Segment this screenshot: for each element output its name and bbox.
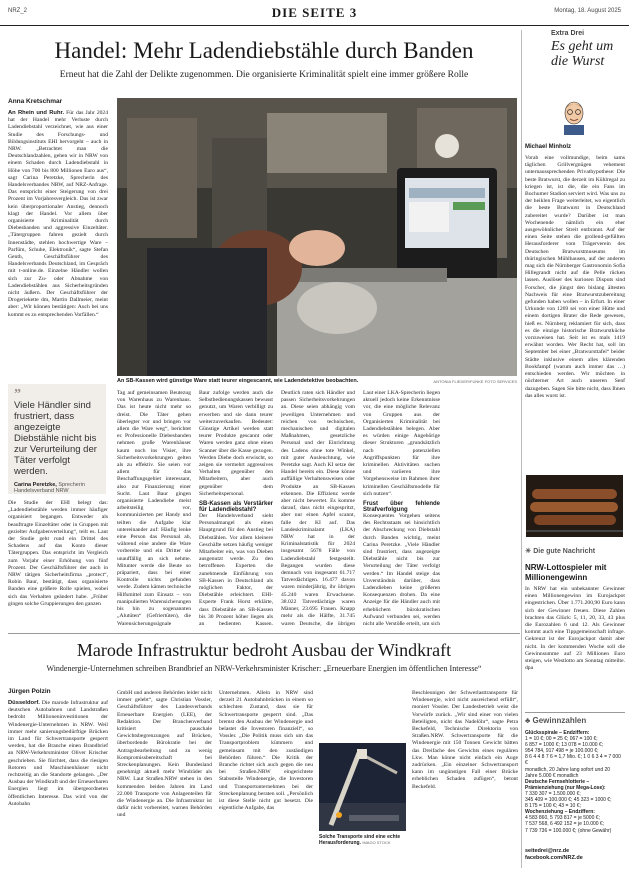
grilled-sausages-image bbox=[526, 475, 623, 537]
contact-email-link[interactable]: seitedrei@nrz.de bbox=[525, 848, 570, 854]
article2-column-1-text: Die marode Infrastruktur auf deutschen Autobahnen und Landstraßen bedroht Millioneninvestitionen der Windenergie-Unternehmen in NRW. Weil immer mehr sanierungsbedürftige Brücken im Land für Schwertransporte gesperrt werden, hat die Branche einen Brandbrief an NRW-Verkehrsminister Oliver Krischer geschrieben. Sie fürchtet, dass die riesigen Rotoren und Maschinenhäuser nicht rechtzeitig an die Standorte gelangen. „Der Ausbau der Windkraft und der Erneuerbaren Energien liegt im übergeordneten öffentlichen Interesse. Das wird von der Autobahn bbox=[8, 700, 108, 807]
dateline: An Rhein und Ruhr. bbox=[8, 110, 65, 116]
photo-credit: ANTONIA FLIEDER/FUNKE FOTO SERVICES bbox=[433, 379, 517, 384]
article1-column-3-text: Baur zufolge werden auch die Selbstbedienungskassen bewusst genutzt, um Waren verbilligt zu erwerben und sie dann teurer weiterzuverkaufen. Bedeutet: Günstige Artikel werden statt teurer Produkte gescannt oder Waren werden ganz ohne einen Scanner über die Kasse gezogen. Werden Diebe doch erwischt, so zeigen sie vermehrt aggressives Verhalten gegenüber den Mitarbeitern, aber auch gegenüber dem Sicherheitspersonal. bbox=[199, 390, 273, 497]
article2-photo-caption bbox=[319, 834, 406, 846]
quote-author: Carina Peretzke, Sprecherin Handelsverband NRW bbox=[14, 482, 85, 494]
article2-subline: Windenergie-Unternehmen schreiben Brandbrief an NRW-Verkehrsminister Krischer: „Erneuerbare Energien im öffentlichen Interesse“ bbox=[46, 664, 482, 673]
article1-photo bbox=[117, 98, 517, 376]
lotto-line: 7 330 307 = 1.500.000 €; bbox=[525, 790, 581, 797]
quote-text: Viele Händler sind frustriert, dass angezeigte Diebstähle nicht bis zur Verurteilung der Täter verfolgt werden. bbox=[14, 400, 97, 477]
subheading-strafverfolgung: Frust über fehlende Strafverfolgung bbox=[363, 501, 440, 514]
article2-author: Jürgen Polzin bbox=[8, 688, 51, 695]
author-portrait-illustration bbox=[560, 99, 588, 135]
lotto-line: 4 583 860, 5 793 817 = je 5000 €; bbox=[525, 815, 600, 822]
article1-column-5 bbox=[363, 390, 440, 628]
lottery-numbers-list bbox=[525, 730, 625, 834]
sidebar-text: Vorab eine vollmundige, beim sams täglichen Grillvergnügen vehement unternaussprechenden Privathypothese: Die beste Bratwurst, die derzeit im Kühlregal zu kriegen ist, ist die, die ein Fans im Bochumer Stadion serviert wird. Was uns zu der heiklen Frage weiterleitet, wo eigentlich die beste Bratwurst in Deutschland zubereitet wurde? Darüber ist man Wochenende nämlich ein eher ausgewöhnlicher Streit entbrannt. Auf der einen Seite stehen die grollend-gefüllten Herausforderer vom Trägerverein des Deutschen Bratwurstmuseums im thüringischen Mühlhausen, auf der anderen mag sich die Nürnberger Gastronomin Sofia Hillegrandt nicht auf die Pelle rücken lassen. Auslöser des kuriosen Disputs sind Forscher, die jüngst den bislang ältesten Nachweis für eine Bratwurstzubereitung gefunden haben wollen – in Erfurt. In einer Urkunde von 1269 sei von einer Hütte und einem dortigen Brater die Rede gewesen, hieß es. Nürnberg reklamiert für sich, dass es die einzige historische Bratwurstküche vorzuweisen hat. Seit ist es mals 1419 erwähnt worden. Wer Recht hat, soll im September bei einer „Bratwursttafel“ beider Städte inklusive einem alles klärenden Bookfampf (warum auch immer das …) entschieden werden. Wir möchten in nüchterner Art auch unseren Senf dazugeben. Sagen Sie bitte nicht, dass Ihnen das alles wurst ist. bbox=[525, 155, 625, 399]
caption-text: An SB-Kassen wird günstige Ware statt teurer eingescannt, wie Ladendetektive beobachten. bbox=[117, 378, 359, 384]
article1-column-5b-text: Konsequentes Vorgehen seitens des Rechtsstaats sei hinsichtlich der Abschreckung von Diebstahl durch Banden wichtig, meint Carina Peretzke. „Viele Händler sind frustriert, dass angezeigte Diebstähle nicht bis zur Verurteilung der Täter verfolgt werden.“ Im Handel steige das Unverständnis darüber, dass Ladendieben keine größeren Konsequenzen drohen. Da eine Anzeige für die Händler auch mit erheblichem bürokratischen Aufwand verbunden sei, werden nicht alle Verstöße erteilt, um sich bbox=[363, 513, 440, 628]
lotto-line: 7 739 736 = 100.000 €; (ohne Gewähr) bbox=[525, 827, 612, 834]
article1-column-1b: Die Studie der EHI belegt das: „Ladendiebstähle werden immer häufiger organisiert begangen. Entweder als beauftragte Einzeltäter oder in Gruppen mit gezielter Aufgabenverteilung“, teilt es. Laut der Studie geht rund ein Drittel des Schadens auf das Konto dieser Tätergruppen. Das entspricht im Vergleich zum Vorjahr einer Erhöhung von fünf Prozent. Der Geschäftsführer der auch in NRW tätigen Sicherheitsfirma „protect“, Robin Baur, bestätigt, dass organisierte Banden eine größere Rolle spielen, wobei sich das Verhalten geändert habe. „Früher gingen solche Gruppierungen den ganzen bbox=[8, 500, 108, 607]
self-checkout-photo bbox=[117, 98, 517, 376]
lotto-line: 8 6 4 4 8 7 6 = 1,7 Mio. €; 1 0 6 3 4 = 7 000 € bbox=[525, 754, 621, 767]
article1-photo-caption bbox=[117, 378, 517, 384]
article2-column-1 bbox=[8, 700, 108, 868]
lotto-line: 345 409 = 100.000 €; 45 323 = 1000 €; bbox=[525, 797, 612, 804]
sidebar-contact bbox=[525, 848, 583, 862]
issue-date: Montag, 18. August 2025 bbox=[554, 8, 621, 14]
pull-quote bbox=[8, 384, 106, 494]
article2-photo bbox=[319, 743, 406, 831]
article1-column-3b-text: Der Handelsverband sieht Personalmangel als einen Hauptgrund für den Anstieg bei Diebstählen. Vor allem kleinere Geschäfte setzen häufig weniger Mitarbeiter ein, was von Dieben ausgenutzt werde. Zu den betroffenen Experten die zunehmende Einführung von SB-Kassen in Deutschland als möglichen Faktor, der Diebstähle erleichtert. EHI-Experte Frank Horst erklärte, dass Diebstähle an SB-Kassen bis 30 Prozent höher liegen als an bedienten Kassen. bbox=[199, 513, 273, 628]
article1-headline: Handel: Mehr Ladendiebstähle durch Banden bbox=[54, 38, 474, 63]
wind-transport-photo bbox=[319, 743, 406, 831]
article-divider bbox=[8, 633, 520, 634]
sidebar-kicker: Extra Drei bbox=[551, 30, 585, 37]
article1-column-1 bbox=[8, 110, 108, 380]
good-news-text: In NRW hat ein unbekannter Gewinner einen Millionengewinn im Eurojackpot eingestrichen. Über 1.771.200,90 Euro kann sich der Gewinner freuen. Diese Zahlen brachten das Glück: 5, 11, 20, 33, 43 plus die Eurozahlen 6 und 12. Als Gewinner kommt auch eine Tippgemeinschaft infrage. Gekreuzt ist der Eurojackpot damit aber nicht. In der kommenden Woche soll die Gewinnsumme auf 23 Millionen Euro steigen, wie Westlotto am Sonntag mitteilte. dpa bbox=[525, 586, 625, 672]
lotto-line: 8 175 = 100 €; 43 = 10 €; bbox=[525, 803, 581, 810]
lotto-line: 1 = 10 €; 00 = 25 €; 067 = 100 €; bbox=[525, 736, 598, 743]
lotto-line: Prämienziehung (nur Mega-Lose): bbox=[525, 784, 606, 791]
quote-mark-icon: ” bbox=[14, 387, 21, 402]
section-title: DIE SEITE 3 bbox=[271, 5, 358, 20]
sidebar-divider-2 bbox=[525, 712, 625, 713]
sidebar-column bbox=[525, 30, 625, 69]
caption2-text: Solche Transporte sind eine echte Herausforderung. bbox=[319, 834, 401, 846]
lottery-numbers-heading: ♣ Gewinnzahlen bbox=[525, 716, 587, 725]
sun-icon: ☀ bbox=[525, 548, 532, 555]
article1-author: Anna Kretschmar bbox=[8, 98, 63, 105]
sidebar-author: Michael Minholz bbox=[525, 144, 572, 150]
subheading-sb-kassen: SB-Kassen als Verstärker für Ladendiebstahl? bbox=[199, 501, 273, 514]
article1-column-4: Deutlich raten sich Händler und passen Sicherheitsvorkehrungen an. Diese seien abhängig vom jeweiligen Unternehmen und reichen von technischen, mechanischen und digitalen Maßnahmen, gesetzliche Personal und der Einrichtung des Ladens ohne tote Winkel, mit guter Ausleuchtung, wie Peretzke sagt. Auch KI setze der Handel bereits ein. Diese könne auffällige Verhaltensweisen oder Produkte an SB-Kassen erkennen. Die Effizienz werde aber nicht bewertet. Es komme darauf, dass nicht eingespritzt, aber nur einen Apfel scannt, falle der KI auf. Das Landeskriminalamt (LKA) NRW hat in der Kriminalstatistik für 2024 insgesamt 5678 Fälle von Ladendiebstahl festgestellt. Begangen wurden diese demnach von insgesamt 61.717 Tatverdächtigen. 16.477 davon waren minderjährig, ihr übrigen 45.240 waren Erwachsene. 38.022 Tatverdächtige waren Männer, 23.695 Frauen. Knapp mehr als die Hälfte, 31.745 waren Deutsche, die übrigen bbox=[281, 390, 355, 627]
article1-column-2: Tag auf gemeinsamen Beutezug von Warenhaus zu Warenhaus. Das ist heute nicht mehr so dreist. Die Täter gehen überlegter vor und bringen vor allem die Ware weg“, berichtet er. Professionelle Diebesbanden nehmen große Warenhäuser kaum noch ins Visier, ihre Sicherheitsvorkehrungen gelten als zu effektiv. Sie seien vor allem für das Beschaffungsgebiet interessant, also zur Finanzierung einer Sucht. Laut Baur gingen organisierte Ladendiebe meist arbeitsteilig vor, kommunizierten per Handy und teilten die Aufgabe klar untereinander auf: Häufig lenke eine Person das Personal ab, während eine andere die Ware vorbereite und ein Dritter sie unauffällig an sich nehme. Mitunter werde die Beute so präpariert, dass bei einer Kontrolle nichts gefunden werde. Zudem kämen technische Hilfsmittel zum Einsatz – von manipulierten Warensicherungen bis hin zu sogenannten „Alutüten“ (Gefriertüten), die Warensicherungssignale bbox=[117, 390, 191, 627]
good-news-title: NRW-Lottospieler mit Millionengewinn bbox=[525, 563, 607, 582]
clover-icon: ♣ bbox=[525, 716, 531, 725]
article2-headline: Marode Infrastruktur bedroht Ausbau der Windkraft bbox=[76, 640, 452, 660]
dateline-2: Düsseldorf. bbox=[8, 700, 40, 706]
lotto-line: 7 537 568, 6 492 152 = je 10.000 €; bbox=[525, 821, 605, 828]
edition-label: NRZ_2 bbox=[8, 8, 28, 14]
lotto-line: monatlich, 20 Jahre lang sofort und 20 bbox=[525, 766, 611, 773]
good-news-kicker: ☀ Die gute Nachricht bbox=[525, 548, 596, 555]
page-header bbox=[0, 0, 629, 26]
photo2-credit: IMAGO STOCK bbox=[362, 840, 391, 845]
article1-column-3 bbox=[199, 390, 273, 628]
contact-facebook-link[interactable]: facebook.com/NRZ.de bbox=[525, 855, 583, 861]
quote-role: Sprecherin Handelsverband NRW bbox=[14, 482, 85, 494]
sausage-photo bbox=[526, 475, 623, 537]
lotto-line: Jahre 5.000 € monatlich bbox=[525, 772, 579, 779]
lotto-line: Deutsche Fernsehlotterie – bbox=[525, 778, 590, 785]
article2-column-3: Unternehmen. Allein in NRW sind derzeit 21 Autobahnbrücken in einem so schlechten Zustand, dass sie für Schwertransporte gesperrt sind. „Das bremst den Ausbau der Windenergie und belastet die Investoren finanziell“, so Vossler. „Die Politik muss sich um das Transportproblem kümmern und gemeinsam mit den zuständigen Behörden führen.“ Die Kritik der Branche richtet sich auch gegen die neu bei Straßen.NRW eingerichtete Stabsstelle Windenergie, die Investoren und Transportunternehmen bei der Streckenplanung beraten soll. „Persönlich ist diese Stelle nicht gut besetzt. Die eigentliche Aufgabe, das bbox=[219, 690, 313, 812]
lotto-line: Glücksspirale – Endziffern: bbox=[525, 730, 590, 736]
lotto-line: Wochenziehung – Endziffern: bbox=[525, 809, 595, 816]
lotto-line: 954 784, 917 498 = je 100.000 €; bbox=[525, 748, 599, 755]
lotto-line: 6 857 = 1000 €; 13 078 = 10.000 €; bbox=[525, 742, 604, 749]
article2-column-2: GmbH und anderen Behörden leider nicht immer gelebt“, sagte Christian Vossler, Geschäftsführer des Landesverbands Erneuerbare Energien (LEE), der Redaktion. Der Branchenverband kritisiert pauschale Gewichtsbegrenzungen auf Brücken, überbordende Bürokratie bei der Antragsbearbeitung und zu wenig Kompromissbereitschaft bei Streckenplanungen. Kein Bundesland genehmigt aktuell mehr Windräder als NRW. Laut Straßen.NRW stehen in den kommenden beiden Jahren im Land 22.000 Transporte von Anlagenteilen für die Windenergie an. Die Infrastruktur ist dafür nicht vorbereitet, warnen Behörden und bbox=[117, 690, 212, 819]
article1-column-1-text: Für das Jahr 2024 hat der Handel mehr Verluste durch Ladendiebstahl verzeichnet, wie aus einer Studie des Forschungs- und Bildungsinstituts EHI hervorgeht – auch in NRW. „Betrachtet man die Deutschlandzahlen, gehen wir in NRW von einem Schaden durch Ladendiebstahl in Höhe von 700 bis 800 Millionen Euro aus“, sagt Carina Peretzke, Sprecherin des Handelsverbandes NRW, auf NRZ-Anfrage. Das entspricht einer Steigerung von drei Prozent im Vorjahresvergleich. Das ist zwar kein überproportionaler Anstieg, dennoch klagt der Handel. Vor allem über organisierte Kriminalität durch Diebesbanden und aggressive Einzeltäter. „Tätergruppen fahren gezielt durch Innenstädte, stehlen hochwertige Ware – Parfüm, Schuhe, Elektronik“, sagte Stefan Genth, Geschäftsführer des Handelsverbands Deutschland, im Gespräch mit t-online.de. Einzelne Händler wollen sich zur Zu- oder Abnahme von Ladendiebstählen aus Sicherheitsgründen nicht äußern. Der Geschäftsführer der Drogeriekette dm, Martin Dallmeier, meint aber: „Wir können bestätigen: Auch bei uns kommt es zu entsprechenden Vorfällen.“ bbox=[8, 110, 108, 318]
sidebar-divider bbox=[521, 30, 522, 868]
article1-subline: Erneut hat die Zahl der Delikte zugenommen. Die organisierte Kriminalität spielt eine immer größere Rolle bbox=[59, 70, 469, 80]
article2-column-4: Beschleunigen der Schwerlasttransporte für Windenergie, wird nicht ausreichend erfüllt“, moniert Vossler. Der Landesbetrieb weist die Vorwürfe zurück. „Wir sind einer von vielen Beteiligten, nicht das Nadelöhr“, sagte Petra Beckefeld, Technische Direktorin von Straßen.NRW. Schwertransporte für die Windenergie mit 150 Tonnen Gewicht bätten das Dreifache des Gewichts eines regulären Lkw. Man könne nicht einfach ein Auge zudrücken. „Ein einzelner Schwertransport kann im ungünstigen Fall einer Brücke erheblichen Schaden zufügen“, betont Beckefeld. bbox=[412, 690, 518, 790]
sidebar-title: Es geht um die Wurst bbox=[551, 39, 614, 69]
article1-column-5-text: Laut einer LKA-Sprecherin liegen aktuell jedoch keine Erkenntnisse vor, die eine mögliche Relevanz von Gruppen aus der Organisierten Kriminalität bei Ladendiebstählen belegen. Aber es würden einige Angehörige dieser Strukturen „grundsätzlich nach potenziellen Angriffspunkten für ihre kriminellen Aktivitäten suchen und variieren ihre Vorgehensweise im Rahmen ihrer kriminellen Geschäftsmodelle für sich nutzen“. bbox=[363, 390, 440, 497]
